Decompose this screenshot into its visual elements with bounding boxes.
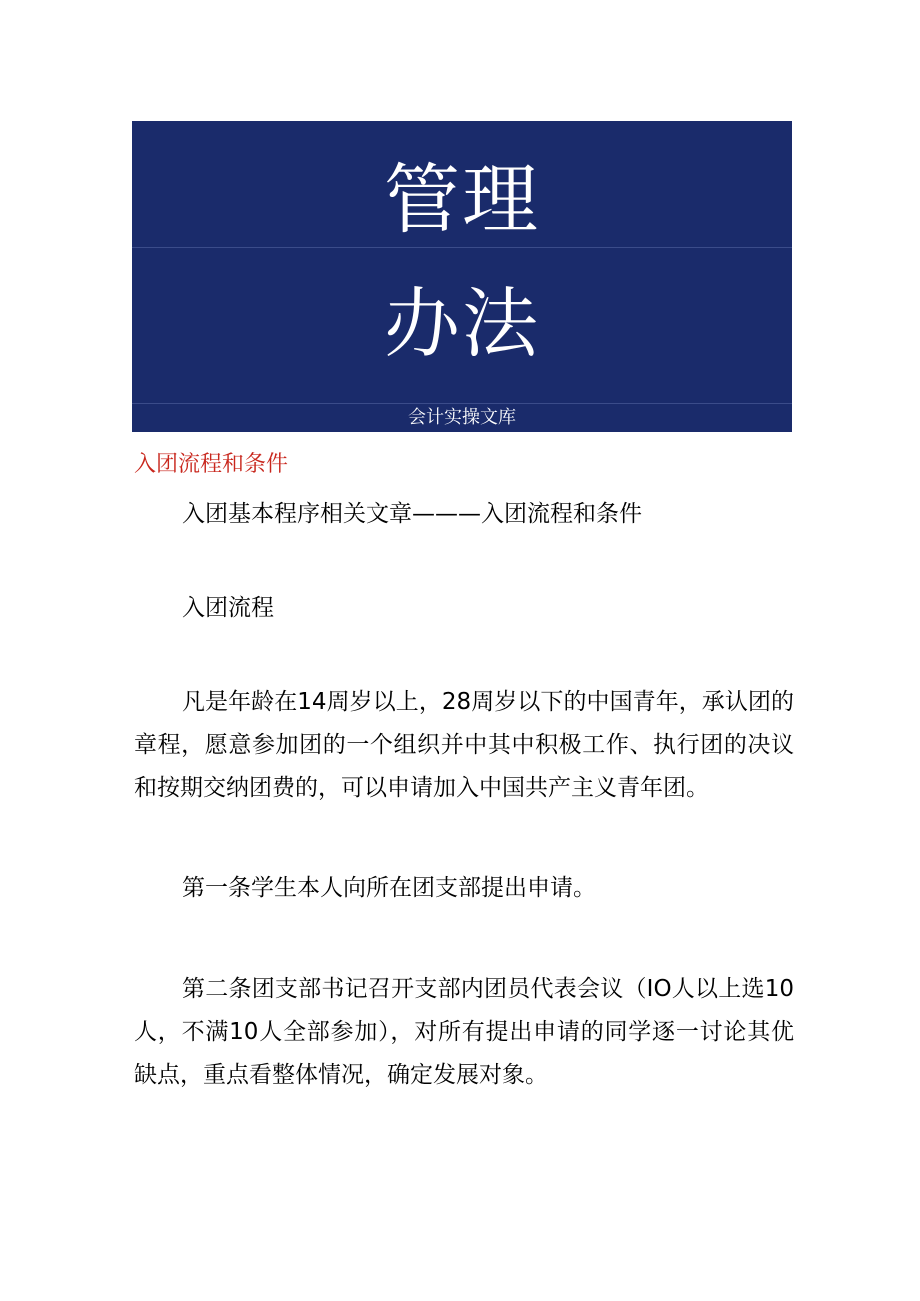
cover-title-line2: 办法 xyxy=(384,279,540,368)
cover-divider-top xyxy=(132,247,792,248)
cover-title-line1: 管理 xyxy=(384,155,540,244)
cover-divider-bottom xyxy=(132,403,792,404)
paragraph-section-heading: 入团流程 xyxy=(182,595,274,621)
paragraph-article-2: 第二条团支部书记召开支部内团员代表会议（IO人以上选10人，不满10人全部参加），对所有提出申请的同学逐一讨论其优缺点，重点看整体情况，确定发展对象。 xyxy=(134,976,794,1088)
document-title: 入团流程和条件 xyxy=(134,452,289,477)
cover-banner xyxy=(132,121,792,432)
paragraph-article-1: 第一条学生本人向所在团支部提出申请。 xyxy=(182,875,596,901)
paragraph-eligibility: 凡是年龄在14周岁以上，28周岁以下的中国青年，承认团的章程，愿意参加团的一个组织并中其中积极工作、执行团的决议和按期交纳团费的，可以申请加入中国共产主义青年团。 xyxy=(134,689,794,801)
paragraph-intro: 入团基本程序相关文章———入团流程和条件 xyxy=(182,501,642,527)
cover-footer-label: 会计实操文库 xyxy=(408,407,516,428)
